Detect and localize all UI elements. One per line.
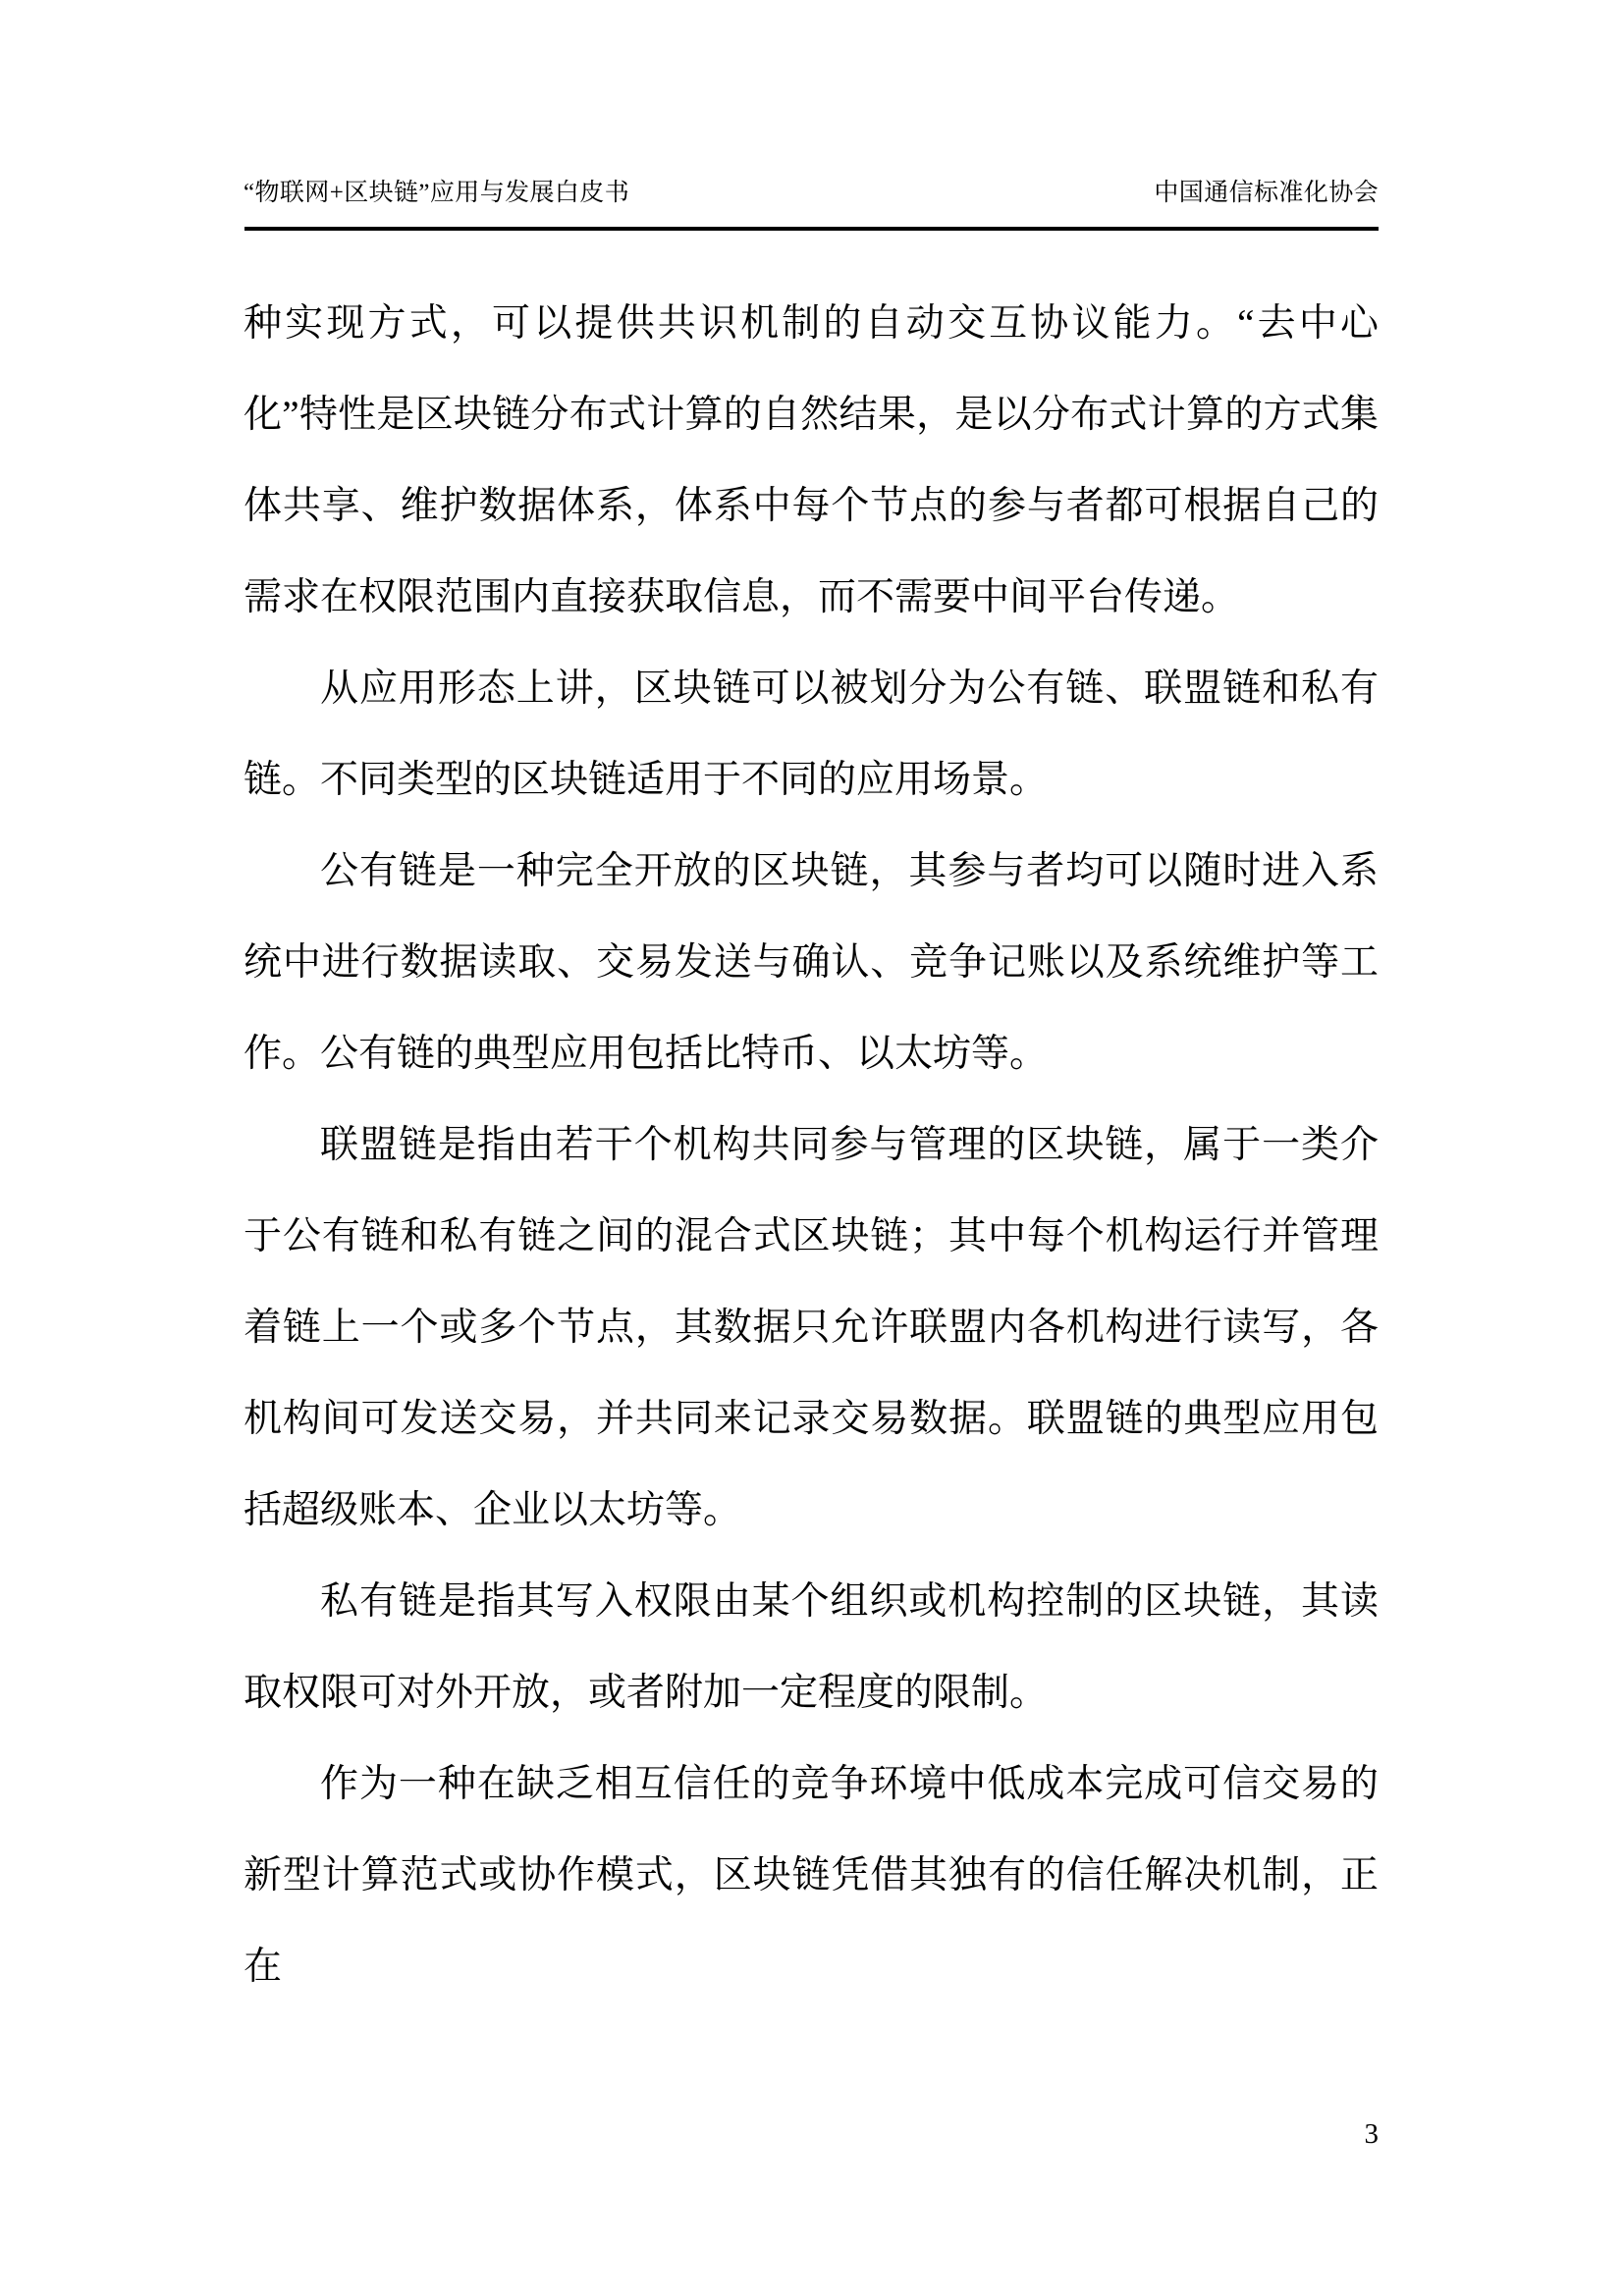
body-paragraph: 种实现方式，可以提供共识机制的自动交互协议能力。“去中心化”特性是区块链分布式计算的自然结果，是以分布式计算的方式集体共享、维护数据体系，体系中每个节点的参与者都可根据自己的需求在权限范围内直接获取信息，而不需要中间平台传递。	[244, 302, 1379, 618]
header-document-title: “物联网+区块链”应用与发展白皮书	[244, 180, 630, 206]
document-body	[244, 278, 1379, 2012]
page-number: 3	[1364, 2118, 1379, 2150]
body-paragraph: 联盟链是指由若干个机构共同参与管理的区块链，属于一类介于公有链和私有链之间的混合式区块链；其中每个机构运行并管理着链上一个或多个节点，其数据只允许联盟内各机构进行读写，各机构间可发送交易，并共同来记录交易数据。联盟链的典型应用包括超级账本、企业以太坊等。	[244, 1124, 1379, 1531]
body-paragraph: 私有链是指其写入权限由某个组织或机构控制的区块链，其读取权限可对外开放，或者附加一定程度的限制。	[244, 1580, 1379, 1714]
body-paragraph: 从应用形态上讲，区块链可以被划分为公有链、联盟链和私有链。不同类型的区块链适用于不同的应用场景。	[244, 667, 1379, 801]
header-divider-rule	[244, 227, 1379, 231]
body-paragraph: 作为一种在缺乏相互信任的竞争环境中低成本完成可信交易的新型计算范式或协作模式，区块链凭借其独有的信任解决机制，正在	[244, 1763, 1379, 1988]
body-paragraph: 公有链是一种完全开放的区块链，其参与者均可以随时进入系统中进行数据读取、交易发送与确认、竞争记账以及系统维护等工作。公有链的典型应用包括比特币、以太坊等。	[244, 850, 1379, 1075]
header-organization-name: 中国通信标准化协会	[1154, 180, 1379, 206]
running-header	[244, 179, 1379, 208]
